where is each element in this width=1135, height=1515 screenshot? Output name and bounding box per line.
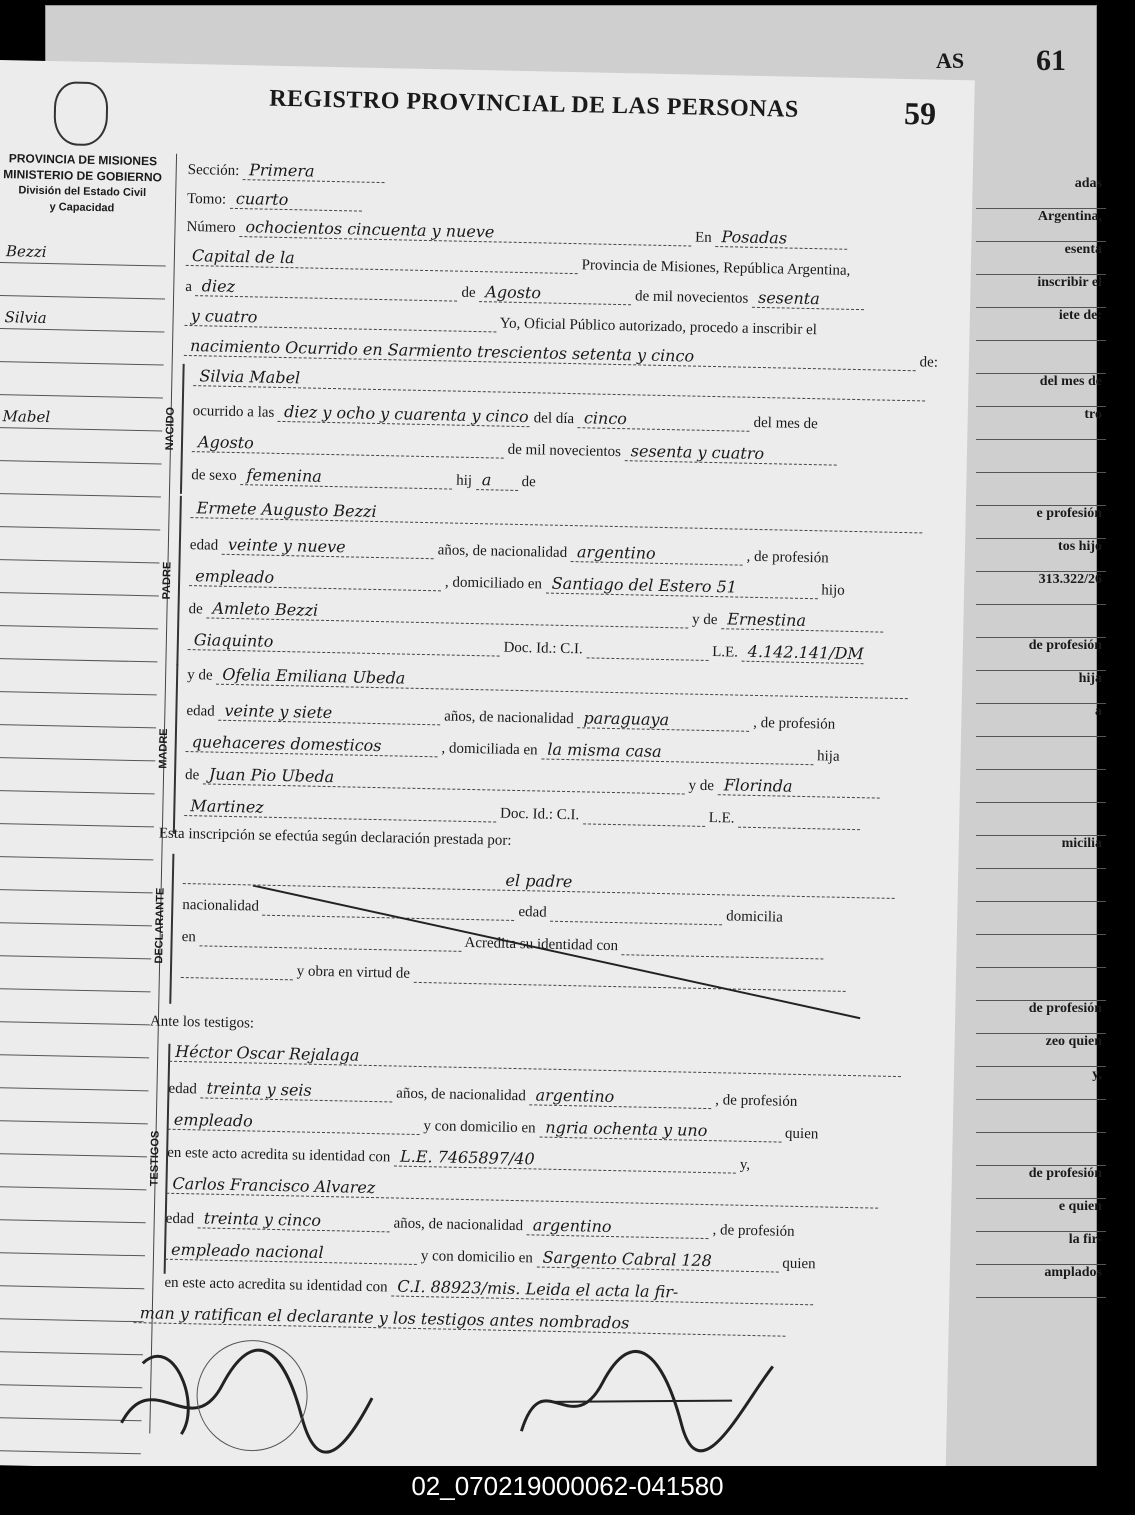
testigo2-doc: C.I. 88923/mis. Leida el acta la fir- (391, 1276, 813, 1305)
numero-label: Número (186, 218, 236, 236)
margin-line (0, 1121, 148, 1158)
back-page-header: AS (936, 48, 965, 73)
margin-line (0, 560, 159, 597)
padre-profesion: empleado (189, 566, 441, 591)
back-page-line (976, 803, 1106, 836)
back-page-line: 313.322/26 (976, 572, 1106, 605)
margin-line (0, 725, 156, 762)
margin-line (0, 1187, 146, 1224)
de-colon-label: de: (919, 354, 939, 371)
nacionalidad-label: años, de nacionalidad (437, 542, 568, 561)
margin-line (0, 395, 163, 432)
testigo1-nacionalidad: argentino (529, 1085, 711, 1109)
edad-label: edad (518, 904, 547, 921)
margin-line (0, 791, 155, 828)
back-page-line: esenta (976, 242, 1106, 275)
padre-label: PADRE (160, 561, 174, 600)
nacimiento-row (184, 336, 938, 372)
ministry-line: MINISTERIO DE GOBIERNO (3, 167, 163, 185)
en-value: Posadas (715, 227, 847, 250)
capital-value: Capital de la (186, 246, 578, 274)
back-page-line (976, 341, 1106, 374)
declarante-intro: Esta inscripción se efectúa según declaración prestada por: (158, 825, 512, 849)
a-label: a (185, 278, 193, 296)
margin-line (0, 263, 166, 300)
testigo1-edad-row (168, 1078, 797, 1111)
margin-line (0, 1022, 150, 1059)
padre-le: 4.142.141/DM (742, 642, 864, 665)
numero-row (186, 216, 847, 250)
back-page-line (976, 770, 1106, 803)
back-page-line: de profesión (976, 1166, 1106, 1199)
obra-label: y obra en virtud de (296, 963, 411, 982)
hija-label: hija (816, 748, 840, 765)
tomo-label: Tomo: (186, 190, 227, 208)
madre-madre: Florinda (718, 775, 880, 798)
margin-line (0, 461, 162, 498)
hijo-label: hijo (821, 582, 845, 599)
madre-nombre: Ofelia Emiliana Ubeda (216, 665, 908, 699)
back-page-line: hija (976, 671, 1106, 704)
margin-line (0, 692, 157, 729)
oficial-row (184, 306, 817, 339)
tomo-value: cuarto (230, 189, 362, 212)
back-page-line: a (976, 704, 1106, 737)
tomo-row (187, 188, 362, 212)
profesion-label: , de profesión (712, 1222, 795, 1240)
acredita-label: Acredita su identidad con (464, 934, 619, 955)
registry-page (0, 60, 975, 1485)
y-label: y, (739, 1156, 751, 1173)
madre-nombre-row (187, 664, 908, 699)
nacionalidad-label: nacionalidad (182, 897, 260, 915)
madre-domicilio: la misma casa (541, 739, 813, 765)
de-label: de (188, 601, 203, 618)
testigo1-profesion: empleado (168, 1110, 420, 1135)
declarante-section (145, 853, 174, 1004)
y-de-label: y de (691, 611, 718, 629)
margin-line (0, 890, 153, 927)
back-page-line: amplados (976, 1265, 1106, 1298)
margin-line (0, 1286, 144, 1323)
acredita-label: en este acto acredita su identidad con (166, 1144, 391, 1166)
anio-nac-value: sesenta y cuatro (625, 441, 837, 465)
padre-dom-row (189, 566, 845, 600)
margin-line (0, 659, 157, 696)
margin-line (0, 1055, 149, 1092)
nacionalidad-label: años, de nacionalidad (396, 1085, 526, 1105)
back-page-line: de profesión (976, 638, 1106, 671)
ministry-line: PROVINCIA DE MISIONES (8, 151, 158, 169)
testigo1-edad: treinta y seis (200, 1078, 392, 1102)
nacido-label: NACIDO (163, 406, 177, 451)
hij-value: a (476, 470, 518, 491)
margin-line (0, 362, 164, 399)
back-page-line: micilia (976, 836, 1106, 869)
padre-madre-apellido: Giaquinto (188, 630, 500, 657)
edad-label: edad (168, 1080, 197, 1098)
edad-label: edad (165, 1210, 195, 1228)
back-page-line (976, 1133, 1106, 1166)
back-page-line (976, 869, 1106, 902)
sexo-value: femenina (240, 465, 452, 489)
madre-profesion: quehaceres domesticos (186, 732, 438, 757)
provincia-text: Provincia de Misiones, República Argentina, (581, 257, 851, 279)
margin-line (0, 296, 165, 333)
sexo-label: de sexo (191, 467, 237, 485)
margin-line (0, 857, 153, 894)
back-page-line: e quien (976, 1199, 1106, 1232)
page-title: REGISTRO PROVINCIAL DE LAS PERSONAS (268, 85, 800, 123)
back-page-line: del mes de (976, 374, 1106, 407)
hij-label: hij (456, 472, 473, 489)
margin-line (0, 494, 161, 531)
mil-label: de mil novecientos (634, 288, 749, 307)
testigo2-doc-row (164, 1272, 813, 1306)
seccion-row (188, 159, 386, 183)
margin-line (0, 1088, 148, 1125)
back-page-line: Argentina, (976, 209, 1106, 242)
madre-padres-row (185, 764, 880, 799)
signature-left-icon (111, 1323, 394, 1459)
ministry-block (0, 150, 168, 218)
back-page-line: zeo quien (976, 1034, 1106, 1067)
del-dia-label: del día (533, 410, 575, 428)
back-page-line: tos hijo (976, 539, 1106, 572)
edad-label: edad (189, 537, 219, 554)
dia-value: diez (196, 276, 458, 301)
back-page-line (976, 473, 1106, 506)
padre-edad: veinte y nueve (222, 535, 434, 559)
de-nac-label: de (521, 474, 536, 491)
testigo2-nacionalidad: argentino (527, 1215, 709, 1239)
nacimiento-value: nacimiento Ocurrido en Sarmiento trescientos setenta y cinco (184, 336, 916, 371)
margin-note: Mabel (2, 407, 51, 427)
testigo2-domicilio: Sargento Cabral 128 (536, 1248, 778, 1273)
back-page-line (976, 440, 1106, 473)
quien-label: quien (784, 1125, 819, 1143)
testigo2-edad: treinta y cinco (198, 1208, 390, 1232)
hora-value: diez y ocho y cuarenta y cinco (278, 402, 530, 427)
domicilio-label: , domiciliada en (441, 740, 538, 759)
margin-line (0, 428, 162, 465)
margin-line (0, 824, 154, 861)
fecha-row (185, 276, 864, 310)
profesion-label: , de profesión (746, 548, 829, 567)
acredita-label: en este acto acredita su identidad con (164, 1274, 388, 1296)
ministry-line: y Capacidad (49, 201, 115, 215)
de-label: de (461, 284, 476, 302)
back-page-line: inscribir el (976, 275, 1106, 308)
testigos-intro: Ante los testigos: (149, 1013, 255, 1032)
ocurrido-label: ocurrido a las (192, 403, 275, 421)
de-label: de (184, 767, 200, 784)
testigo1-nombre: Héctor Oscar Rejalaga (169, 1042, 901, 1077)
nacido-sexo-row (191, 464, 536, 491)
mes-nac-value: Agosto (192, 432, 504, 459)
seccion-label: Sección: (187, 161, 240, 180)
nacido-nombre: Silvia Mabel (193, 366, 925, 401)
testigo1-dom-row (168, 1110, 819, 1144)
margin-line (0, 1154, 147, 1191)
cierre-text: man y ratifican el declarante y los testigos antes nombrados (134, 1303, 786, 1337)
capital-row (186, 246, 851, 280)
oficial-text: Yo, Oficial Público autorizado, procedo a inscribir el (499, 315, 818, 339)
anio2-value: y cuatro (184, 306, 496, 333)
mes-value: Agosto (479, 282, 631, 305)
en-label: En (694, 229, 712, 246)
padre-domicilio: Santiago del Estero 51 (546, 574, 818, 600)
padre-edad-row (190, 534, 829, 567)
nacionalidad-label: años, de nacionalidad (444, 708, 574, 728)
padre-nombre-row (190, 498, 922, 533)
le-label: L.E. (711, 644, 739, 661)
padre-doc-row (188, 630, 864, 664)
madre-section (149, 663, 179, 834)
y-de-label: y de (688, 777, 715, 795)
back-page-line: iete de: (976, 308, 1106, 341)
quien-label: quien (782, 1255, 816, 1273)
numero-value: ochocientos cincuenta y nueve (239, 217, 691, 246)
margin-line (0, 956, 151, 993)
back-page-line (976, 935, 1106, 968)
testigo1-nombre-row (169, 1042, 901, 1077)
doc-label: Doc. Id.: C.I. (503, 639, 583, 658)
testigo2-nombre: Carlos Francisco Alvarez (166, 1174, 878, 1209)
back-page-line (976, 968, 1106, 1001)
nacido-hora-row (193, 400, 818, 433)
back-page-number: 61 (1036, 44, 1066, 77)
nacionalidad-label: años, de nacionalidad (393, 1215, 524, 1235)
doc-label: Doc. Id.: C.I. (499, 805, 580, 824)
back-page-line (976, 737, 1106, 770)
margin-line (0, 1253, 145, 1290)
margin-line (0, 989, 151, 1026)
margin-note: Bezzi (5, 242, 47, 262)
mil-nac-label: de mil novecientos (507, 441, 622, 461)
madre-nacionalidad: paraguaya (577, 708, 749, 732)
le-label: L.E. (708, 810, 735, 827)
domicilio-label: y con domicilio en (420, 1248, 533, 1267)
profesion-label: , de profesión (752, 714, 836, 733)
y-de-label: y de (186, 667, 213, 684)
padre-padre: Amleto Bezzi (206, 598, 688, 628)
testigo2-dom-row (165, 1240, 816, 1274)
margin-line (0, 626, 158, 663)
madre-padre: Juan Pio Ubeda (203, 764, 685, 794)
back-page-line: de profesión (976, 1001, 1106, 1034)
nacido-nombre-row (193, 366, 925, 401)
signature-right-icon (511, 1341, 813, 1457)
testigos-label: TESTIGOS (148, 1130, 162, 1187)
declarante-por: el padre (183, 864, 895, 899)
margin-line (0, 758, 155, 795)
ministry-line: División del Estado Civil (18, 184, 147, 200)
madre-doc-row (184, 796, 860, 830)
margin-line (0, 1220, 146, 1257)
coat-of-arms-icon (53, 81, 108, 146)
back-page-line: y, (976, 1067, 1106, 1100)
back-page-line: adas (976, 176, 1106, 209)
domicilio-label: y con domicilio en (423, 1118, 536, 1137)
margin-note: Silvia (4, 308, 47, 328)
domicilio-label: , domiciliado en (444, 574, 543, 593)
testigo1-doc: L.E. 7465897/40 (394, 1146, 736, 1173)
padre-section (152, 495, 182, 666)
back-page-line (976, 1100, 1106, 1133)
seccion-value: Primera (243, 160, 385, 183)
back-page-line (976, 605, 1106, 638)
margin-line (0, 593, 159, 630)
madre-label: MADRE (157, 728, 171, 769)
testigo2-profesion: empleado nacional (165, 1240, 417, 1265)
madre-madre-apellido: Martinez (184, 796, 496, 823)
nacido-mes-row (192, 432, 837, 465)
padre-padres-row (188, 598, 883, 633)
padre-madre: Ernestina (721, 609, 883, 632)
testigo2-edad-row (166, 1208, 795, 1241)
margin-line (0, 329, 164, 366)
domicilia-label: domicilia (726, 908, 784, 926)
profesion-label: , de profesión (715, 1092, 798, 1110)
dia-nac-value: cinco (578, 408, 750, 432)
del-mes-label: del mes de (753, 414, 818, 433)
page-number: 59 (903, 94, 937, 132)
back-page-line: e profesión (976, 506, 1106, 539)
strike-line (250, 885, 873, 1028)
back-page-line (976, 902, 1106, 935)
anio-value: sesenta (752, 288, 864, 310)
margin-line (0, 923, 152, 960)
testigo1-doc-row (167, 1142, 750, 1174)
madre-dom-row (186, 732, 840, 766)
declarante-label: DECLARANTE (153, 887, 167, 964)
back-page-line: tro (976, 407, 1106, 440)
testigo2-nombre-row (166, 1174, 878, 1209)
scan-id-footer: 02_070219000062-041580 (0, 1466, 1135, 1515)
padre-nacionalidad: argentino (571, 542, 743, 566)
back-page-line: la fir- (976, 1232, 1106, 1265)
testigo1-domicilio: ngria ochenta y uno (539, 1118, 781, 1143)
en-label: en (181, 928, 197, 946)
back-page-lines (976, 176, 1106, 1298)
madre-edad: veinte y siete (218, 701, 440, 726)
padre-nombre: Ermete Augusto Bezzi (190, 498, 922, 533)
madre-edad-row (186, 700, 835, 734)
margin-line (0, 230, 166, 267)
margin-line (0, 527, 160, 564)
edad-label: edad (186, 703, 215, 720)
nacido-section (156, 363, 185, 494)
